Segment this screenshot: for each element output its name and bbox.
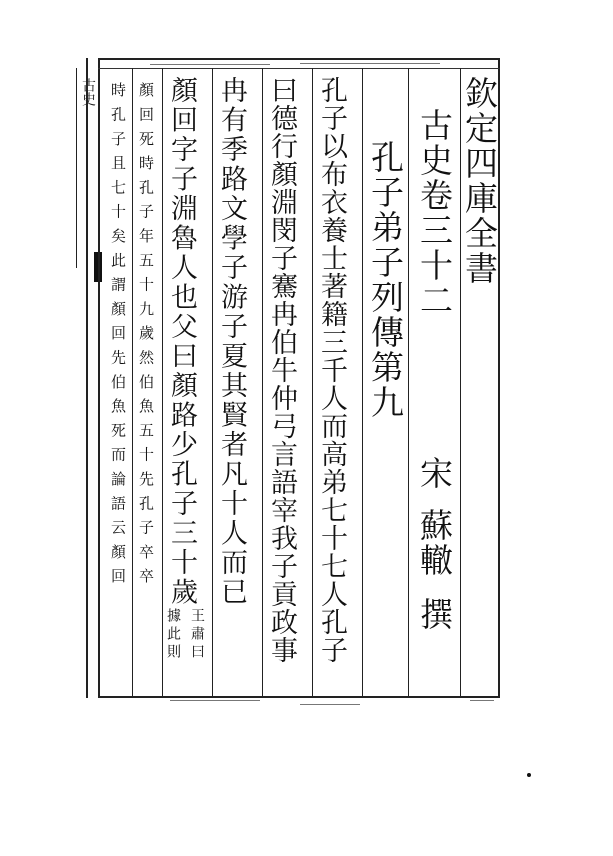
column-rule [312, 68, 313, 696]
print-speck [300, 63, 440, 64]
column-rule [362, 68, 363, 696]
print-speck [470, 700, 494, 701]
column-rule [162, 68, 163, 696]
volume-title: 古史卷三十二 [415, 108, 454, 318]
byline-verb: 撰 [415, 597, 454, 632]
column-rule [408, 68, 409, 696]
column-rule [212, 68, 213, 696]
frame-top-rule [98, 68, 500, 69]
library-title: 欽定四庫全書 [460, 76, 499, 286]
adjacent-page-fragment: 古史 [80, 78, 96, 106]
body-column-1: 孔子以布衣養士著籍三千人而高弟七十七人孔子 [316, 76, 347, 664]
body-column-4-note-a: 王肅曰 [189, 608, 205, 662]
byline-author: 蘇轍 [415, 508, 454, 578]
adjacent-page-edge [0, 58, 96, 698]
body-column-3: 冉有季路文學子游子夏其賢者凡十人而已 [216, 76, 247, 607]
column-rule [262, 68, 263, 696]
print-speck [300, 704, 360, 705]
commentary-line-2: 時孔子且七十矣此謂顏回先伯魚死而論語云顏回 [109, 82, 127, 593]
print-speck [170, 700, 260, 701]
chapter-title: 孔子弟子列傳第九 [366, 140, 405, 420]
body-column-4-note-b: 據此則 [165, 608, 181, 662]
print-speck [150, 64, 270, 65]
byline-dynasty: 宋 [415, 456, 454, 491]
body-column-2: 曰德行顏淵閔子騫冉伯牛仲弓言語宰我子貢政事 [266, 76, 297, 664]
commentary-line-1: 顏回死時孔子年五十九歲然伯魚五十先孔子卒卒 [137, 82, 155, 593]
print-dot [527, 773, 531, 777]
body-column-4: 顏回字子淵魯人也父曰顏路少孔子三十歲 [166, 76, 197, 607]
column-rule [132, 68, 133, 696]
